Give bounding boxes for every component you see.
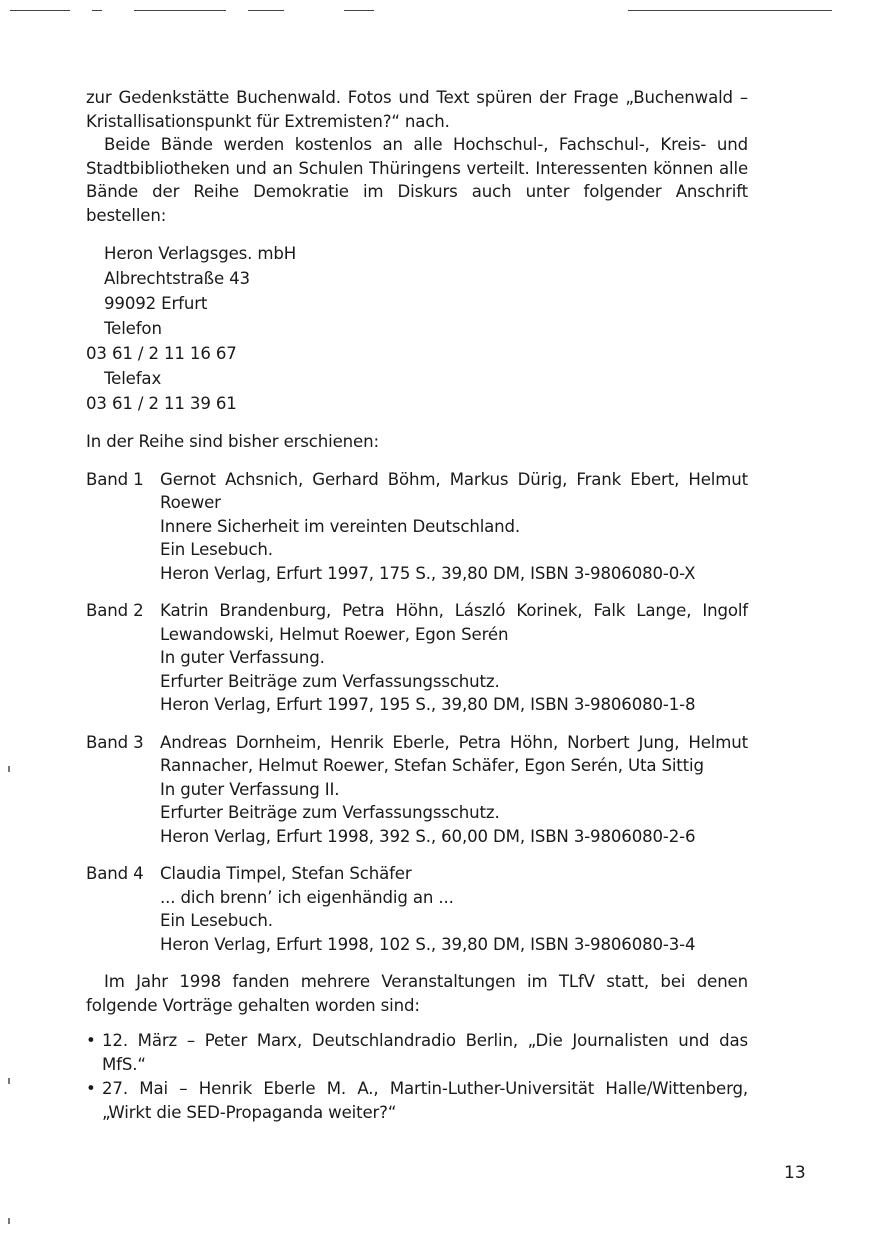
event-text: 27. Mai – Henrik Eberle M. A., Martin-Luther-Universität Halle/Wittenberg, „Wirkt die SED-Propaganda weiter?“ (102, 1079, 748, 1122)
scan-speck (8, 766, 10, 772)
band-subtitle: Erfurter Beiträge zum Verfassungsschutz. (160, 803, 500, 822)
band-title: Innere Sicherheit im vereinten Deutschland. (160, 516, 521, 536)
band-entry (86, 731, 748, 849)
band-entry (86, 468, 748, 586)
scan-artifact-line (248, 10, 284, 11)
address-city: 99092 Erfurt (104, 294, 208, 313)
address-street: Albrechtstraße 43 (104, 269, 250, 288)
scan-artifact-line (628, 10, 832, 11)
band-details (160, 599, 748, 717)
band-details (160, 862, 748, 956)
band-subtitle: Ein Lesebuch. (160, 540, 273, 559)
scan-artifact-line (134, 10, 226, 11)
bullet-icon: • (86, 1079, 96, 1098)
address-phone-label: Telefon (104, 319, 162, 338)
band-label: Band 3 (86, 732, 144, 752)
page-number: 13 (784, 1163, 806, 1183)
band-title: ... dich brenn’ ich eigenhändig an ... (160, 887, 454, 907)
series-heading: In der Reihe sind bisher erschienen: (86, 432, 379, 451)
band-details (160, 468, 748, 586)
bullet-icon: • (86, 1031, 96, 1050)
band-label: Band 1 (86, 469, 144, 489)
band-entry (86, 599, 748, 717)
distribution-paragraph: Beide Bände werden kostenlos an alle Hochschul-, Fachschul-, Kreis- und Stadtbibliotheken und an Schulen Thüringens verteilt. Interessenten können alle Bände der Reihe Demokratie im Diskurs auch unter folgender Anschrift bestellen: (86, 135, 748, 225)
list-item (86, 1029, 748, 1076)
scan-speck (8, 1078, 10, 1084)
band-publication-info: Heron Verlag, Erfurt 1998, 102 S., 39,80 DM, ISBN 3-9806080-3-4 (160, 934, 696, 954)
band-publication-info: Heron Verlag, Erfurt 1997, 175 S., 39,80 DM, ISBN 3-9806080-0-X (160, 563, 696, 583)
band-title: In guter Verfassung. (160, 648, 325, 667)
band-label: Band 4 (86, 864, 144, 883)
address-company: Heron Verlagsges. mbH (104, 244, 297, 263)
band-subtitle: Erfurter Beiträge zum Verfassungsschutz. (160, 671, 500, 691)
list-item (86, 1077, 748, 1124)
events-list (86, 1029, 748, 1124)
scan-speck (8, 1218, 10, 1224)
band-label: Band 2 (86, 601, 144, 620)
band-subtitle: Ein Lesebuch. (160, 911, 273, 930)
intro-continuation-paragraph: zur Gedenkstätte Buchenwald. Fotos und Text spüren der Frage „Buchenwald – Kristallisationspunkt für Extremisten?“ nach. (86, 88, 748, 131)
scan-artifact-line (344, 10, 374, 11)
band-details (160, 731, 748, 849)
address-fax-label: Telefax (104, 369, 162, 388)
band-authors: Katrin Brandenburg, Petra Höhn, László Korinek, Falk Lange, Ingolf Lewandowski, Helmut Roewer, Egon Serén (160, 601, 748, 644)
document-page (86, 86, 748, 1141)
event-text: 12. März – Peter Marx, Deutschlandradio Berlin, „Die Journalisten und das MfS.“ (102, 1031, 748, 1074)
scan-artifact-line (10, 10, 70, 11)
band-publication-info: Heron Verlag, Erfurt 1997, 195 S., 39,80 DM, ISBN 3-9806080-1-8 (160, 695, 696, 714)
events-intro-paragraph: Im Jahr 1998 fanden mehrere Veranstaltungen im TLfV statt, bei denen folgende Vorträge gehalten worden sind: (86, 972, 748, 1015)
band-authors: Claudia Timpel, Stefan Schäfer (160, 864, 412, 883)
address-fax-number: 03 61 / 2 11 39 61 (86, 394, 237, 413)
band-publication-info: Heron Verlag, Erfurt 1998, 392 S., 60,00 DM, ISBN 3-9806080-2-6 (160, 826, 696, 846)
publisher-address (86, 241, 748, 416)
band-authors: Gernot Achsnich, Gerhard Böhm, Markus Dürig, Frank Ebert, Helmut Roewer (160, 469, 748, 512)
scan-artifact-line (92, 10, 102, 11)
address-phone-number: 03 61 / 2 11 16 67 (86, 344, 237, 363)
band-authors: Andreas Dornheim, Henrik Eberle, Petra Höhn, Norbert Jung, Helmut Rannacher, Helmut Roewer, Stefan Schäfer, Egon Serén, Uta Sittig (160, 732, 748, 775)
band-entry (86, 862, 748, 956)
band-title: In guter Verfassung II. (160, 779, 340, 799)
